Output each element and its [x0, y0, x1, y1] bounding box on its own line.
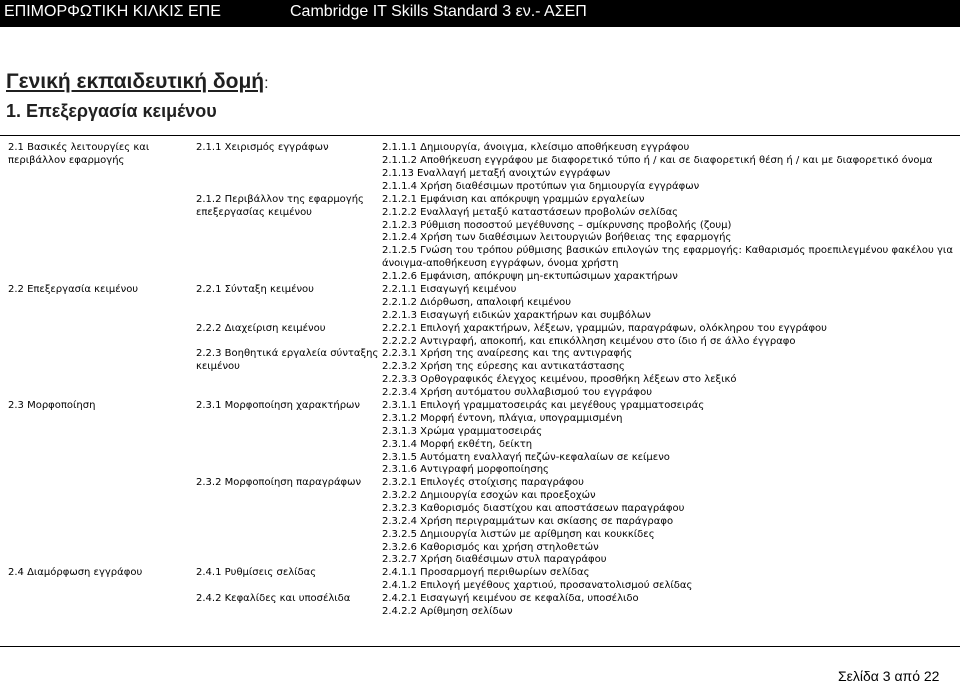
page-title-colon: : [264, 75, 269, 92]
skill-item: 2.2.3.2 Χρήση της εύρεσης και αντικατάστασης [382, 361, 625, 372]
skill-item: 2.3.2.6 Καθορισμός και χρήση στηλοθετών [382, 542, 599, 553]
submodule-label: 2.3.1 Μορφοποίηση χαρακτήρων [196, 400, 361, 411]
skill-item: 2.4.2.2 Αρίθμηση σελίδων [382, 606, 513, 617]
submodule-label: κειμένου [196, 361, 240, 372]
skill-item: 2.3.1.1 Επιλογή γραμματοσειράς και μεγέθους γραμματοσειράς [382, 400, 705, 411]
skill-item: 2.3.1.3 Χρώμα γραμματοσειράς [382, 426, 543, 437]
skill-item: 2.1.2.3 Ρύθμιση ποσοστού μεγέθυνσης – σμίκρυνσης προβολής (ζουμ) [382, 220, 732, 231]
module-label: 2.1 Βασικές λειτουργίες και [8, 142, 150, 153]
skill-item: 2.1.1.1 Δημιουργία, άνοιγμα, κλείσιμο αποθήκευση εγγράφου [382, 142, 690, 153]
submodule-label: 2.1.1 Χειρισμός εγγράφων [196, 142, 329, 153]
skill-item: 2.2.2.2 Αντιγραφή, αποκοπή, και επικόλληση κειμένου στο ίδιο ή σε άλλο έγγραφο [382, 336, 796, 347]
skill-item: 2.1.2.1 Εμφάνιση και απόκρυψη γραμμών εργαλείων [382, 194, 645, 205]
footer-rule [0, 646, 960, 647]
skill-item: 2.1.2.4 Χρήση των διαθέσιμων λειτουργιών βοήθειας της εφαρμογής [382, 232, 732, 243]
skill-item: 2.3.1.6 Αντιγραφή μορφοποίησης [382, 464, 549, 475]
skill-item: 2.2.3.3 Ορθογραφικός έλεγχος κειμένου, προσθήκη λέξεων στο λεξικό [382, 374, 737, 385]
skill-item: 2.3.2.5 Δημιουργία λιστών με αρίθμηση και κουκκίδες [382, 529, 655, 540]
skill-item: 2.3.1.2 Μορφή έντονη, πλάγια, υπογραμμισμένη [382, 413, 623, 424]
skill-item: 2.1.1.2 Αποθήκευση εγγράφου με διαφορετικό τύπο ή / και σε διαφορετική θέση ή / και με διαφορετικό όνομα [382, 155, 933, 166]
skill-item: άνοιγμα-αποθήκευση εγγράφων, όνομα χρήστη [382, 258, 619, 269]
module-label: 2.2 Επεξεργασία κειμένου [8, 284, 139, 295]
module-label: περιβάλλον εφαρμογής [8, 155, 125, 166]
skill-item: 2.3.1.4 Μορφή εκθέτη, δείκτη [382, 439, 533, 450]
skill-item: 2.1.2.6 Εμφάνιση, απόκρυψη μη-εκτυπώσιμων χαρακτήρων [382, 271, 678, 282]
skill-item: 2.3.2.1 Επιλογές στοίχισης παραγράφου [382, 477, 584, 488]
page-header [0, 0, 960, 27]
skill-item: 2.3.1.5 Αυτόματη εναλλαγή πεζών-κεφαλαίων σε κείμενο [382, 452, 670, 463]
skill-item: 2.2.3.4 Χρήση αυτόματου συλλαβισμού του εγγράφου [382, 387, 653, 398]
submodule-label: 2.2.2 Διαχείριση κειμένου [196, 323, 326, 334]
skill-item: 2.2.1.1 Εισαγωγή κειμένου [382, 284, 517, 295]
skill-item: 2.3.2.2 Δημιουργία εσοχών και προεξοχών [382, 490, 596, 501]
submodule-label: 2.2.1 Σύνταξη κειμένου [196, 284, 314, 295]
skill-item: 2.1.2.2 Εναλλαγή μεταξύ καταστάσεων προβολών σελίδας [382, 207, 679, 218]
section-title: 1. Επεξεργασία κειμένου [6, 101, 217, 121]
page-title-text: Γενική εκπαιδευτική δομή [6, 70, 265, 93]
skill-item: 2.3.2.3 Καθορισμός διαστίχου και αποστάσεων παραγράφου [382, 503, 685, 514]
skill-item: 2.1.1.4 Χρήση διαθέσιμων προτύπων για δημιουργία εγγράφων [382, 181, 700, 192]
module-label: 2.4 Διαμόρφωση εγγράφου [8, 567, 143, 578]
submodule-label: 2.4.2 Κεφαλίδες και υποσέλιδα [196, 593, 351, 604]
submodule-label: επεξεργασίας κειμένου [196, 207, 312, 218]
skill-item: 2.3.2.4 Χρήση περιγραμμάτων και σκίασης σε παράγραφο [382, 516, 674, 527]
skill-item: 2.2.2.1 Επιλογή χαρακτήρων, λέξεων, γραμμών, παραγράφων, ολόκληρου του εγγράφου [382, 323, 827, 334]
page-title [6, 70, 269, 94]
submodule-label: 2.1.2 Περιβάλλον της εφαρμογής [196, 194, 364, 205]
skill-item: 2.4.2.1 Εισαγωγή κειμένου σε κεφαλίδα, υποσέλιδο [382, 593, 639, 604]
skill-item: 2.1.13 Εναλλαγή μεταξή ανοιχτών εγγράφων [382, 168, 611, 179]
submodule-label: 2.3.2 Μορφοποίηση παραγράφων [196, 477, 362, 488]
page-number: Σελίδα 3 από 22 [838, 668, 940, 684]
skill-item: 2.4.1.1 Προσαρμογή περιθωρίων σελίδας [382, 567, 590, 578]
submodule-label: 2.4.1 Ρυθμίσεις σελίδας [196, 567, 317, 578]
table-top-rule [0, 135, 960, 136]
header-course: Cambridge IT Skills Standard 3 εν.- ΑΣΕΠ [290, 3, 587, 20]
submodule-label: 2.2.3 Βοηθητικά εργαλεία σύνταξης [196, 348, 379, 359]
skill-item: 2.1.2.5 Γνώση του τρόπου ρύθμισης βασικών επιλογών της εφαρμογής: Καθαρισμός προεπιλεγμένου φακέλου για [382, 245, 953, 256]
module-label: 2.3 Μορφοποίηση [8, 400, 96, 411]
header-company: ΕΠΙΜΟΡΦΩΤΙΚΗ ΚΙΛΚΙΣ ΕΠΕ [4, 3, 221, 20]
skill-item: 2.2.1.3 Εισαγωγή ειδικών χαρακτήρων και συμβόλων [382, 310, 651, 321]
skill-item: 2.2.1.2 Διόρθωση, απαλοιφή κειμένου [382, 297, 572, 308]
skill-item: 2.3.2.7 Χρήση διαθέσιμων στυλ παραγράφου [382, 554, 607, 565]
skill-item: 2.4.1.2 Επιλογή μεγέθους χαρτιού, προσανατολισμού σελίδας [382, 580, 693, 591]
skill-item: 2.2.3.1 Χρήση της αναίρεσης και της αντιγραφής [382, 348, 633, 359]
